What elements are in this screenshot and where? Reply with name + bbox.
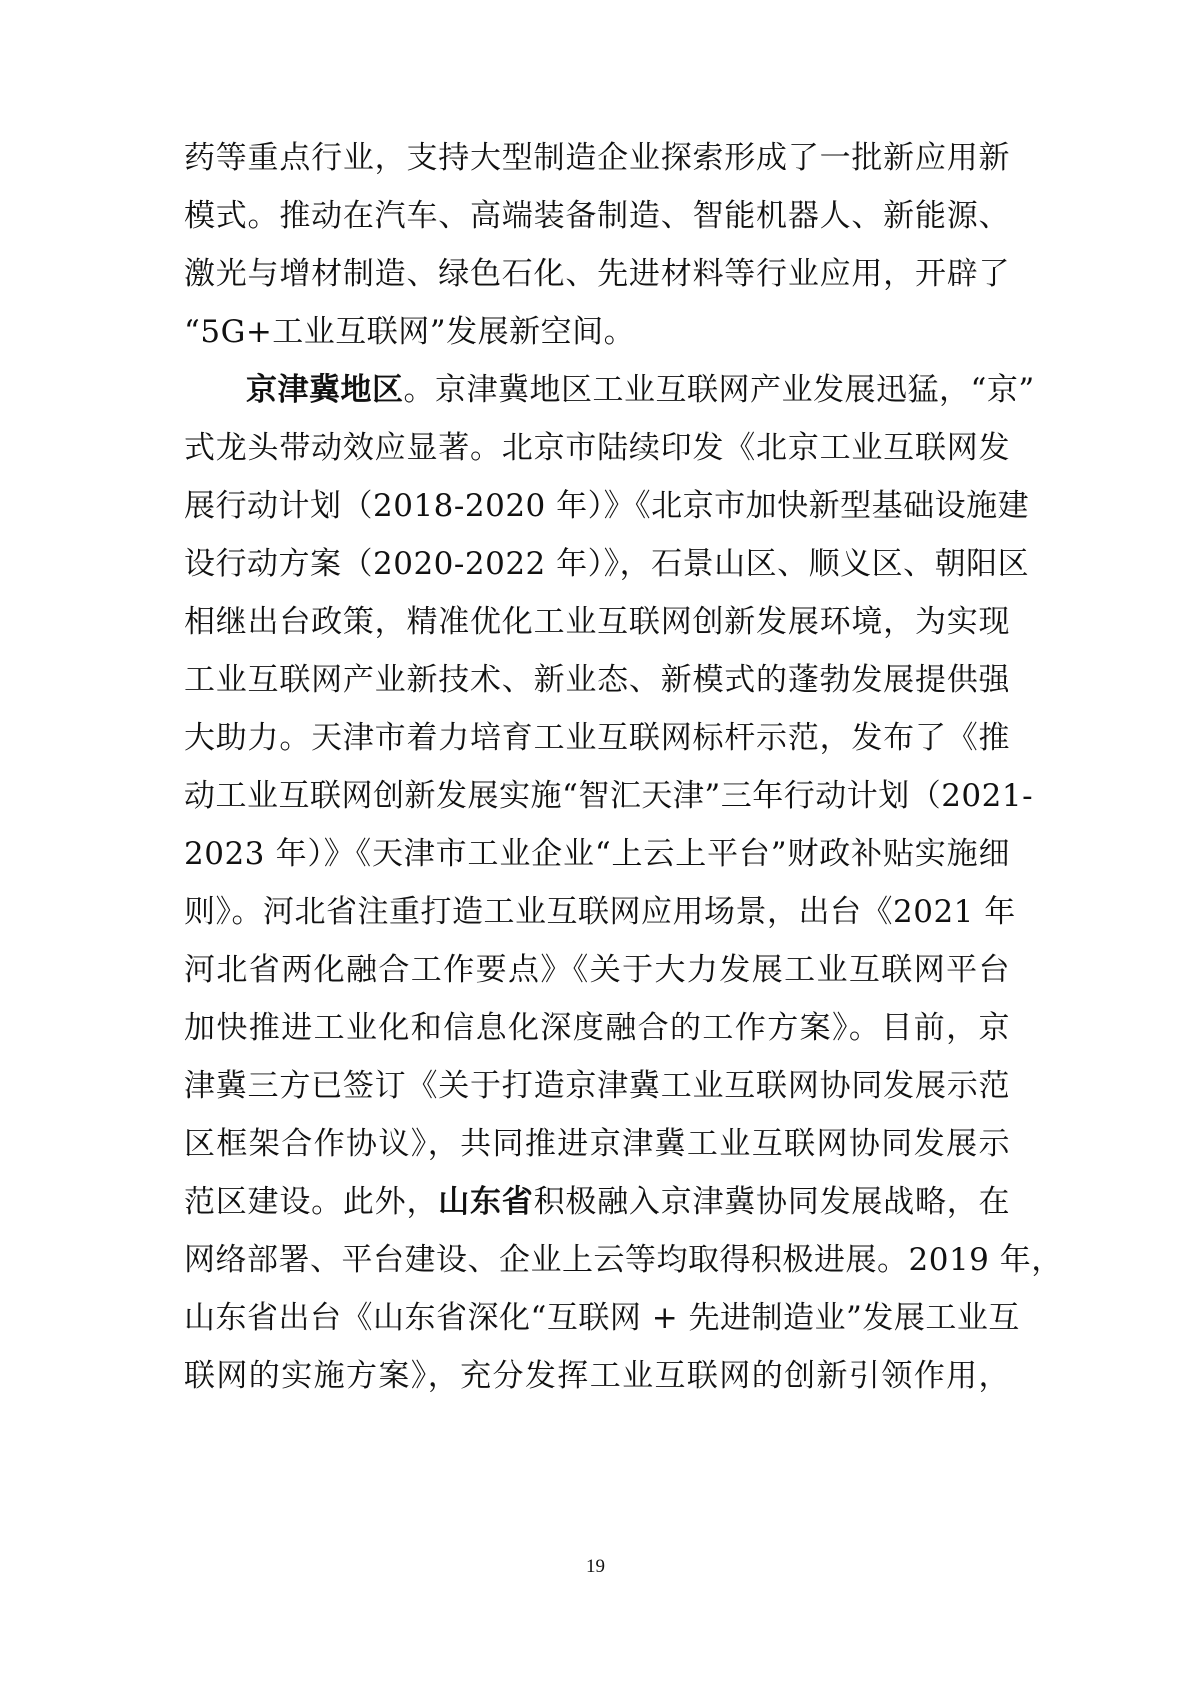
text-line: 大助力。天津市着力培育工业互联网标杆示范，发布了《推 <box>184 720 1010 756</box>
paragraph-first-line <box>246 360 1035 420</box>
text-line: 模式。推动在汽车、高端装备制造、智能机器人、新能源、 <box>184 198 1010 234</box>
page-number: 19 <box>586 1556 605 1577</box>
text-line: 设行动方案（2020-2022 年）》，石景山区、顺义区、朝阳区 <box>184 546 1030 582</box>
text-line: 山东省出台《山东省深化“互联网 + 先进制造业”发展工业互 <box>184 1300 1020 1336</box>
text-line: 激光与增材制造、绿色石化、先进材料等行业应用，开辟了 <box>184 256 1010 292</box>
text-line: 药等重点行业，支持大型制造企业探索形成了一批新应用新 <box>184 140 1010 176</box>
section-heading: 京津冀地区 <box>246 372 404 408</box>
text-line: “5G+工业互联网”发展新空间。 <box>184 314 636 350</box>
text-line: 工业互联网产业新技术、新业态、新模式的蓬勃发展提供强 <box>184 662 1010 698</box>
text-line: 动工业互联网创新发展实施“智汇天津”三年行动计划（2021- <box>184 778 1034 814</box>
text-line: 网络部署、平台建设、企业上云等均取得积极进展。2019 年， <box>184 1242 1063 1278</box>
text-line: 相继出台政策，精准优化工业互联网创新发展环境，为实现 <box>184 604 1010 640</box>
text-line: 则》。河北省注重打造工业互联网应用场景，出台《2021 年 <box>184 894 1016 930</box>
text-line: 河北省两化融合工作要点》《关于大力发展工业互联网平台 <box>184 952 1010 988</box>
text-segment: 范区建设。此外， <box>184 1184 439 1220</box>
text-line-shandong <box>184 1172 1010 1232</box>
text-line: 津冀三方已签订《关于打造京津冀工业互联网协同发展示范 <box>184 1068 1010 1104</box>
text-segment: 积极融入京津冀协同发展战略，在 <box>533 1184 1011 1220</box>
text-line: 展行动计划（2018-2020 年）》《北京市加快新型基础设施建 <box>184 488 1030 524</box>
text-line: 联网的实施方案》，充分发挥工业互联网的创新引领作用， <box>184 1358 1010 1394</box>
bold-province-name: 山东省 <box>438 1184 534 1220</box>
text-line: 区框架合作协议》，共同推进京津冀工业互联网协同发展示 <box>184 1126 1010 1162</box>
text-line: 加快推进工业化和信息化深度融合的工作方案》。目前，京 <box>184 1010 1010 1046</box>
text-line: 式龙头带动效应显著。北京市陆续印发《北京工业互联网发 <box>184 430 1010 466</box>
text-line: 2023 年）》《天津市工业企业“上云上平台”财政补贴实施细 <box>184 836 1010 872</box>
text-segment: 。京津冀地区工业互联网产业发展迅猛，“京” <box>403 372 1035 408</box>
